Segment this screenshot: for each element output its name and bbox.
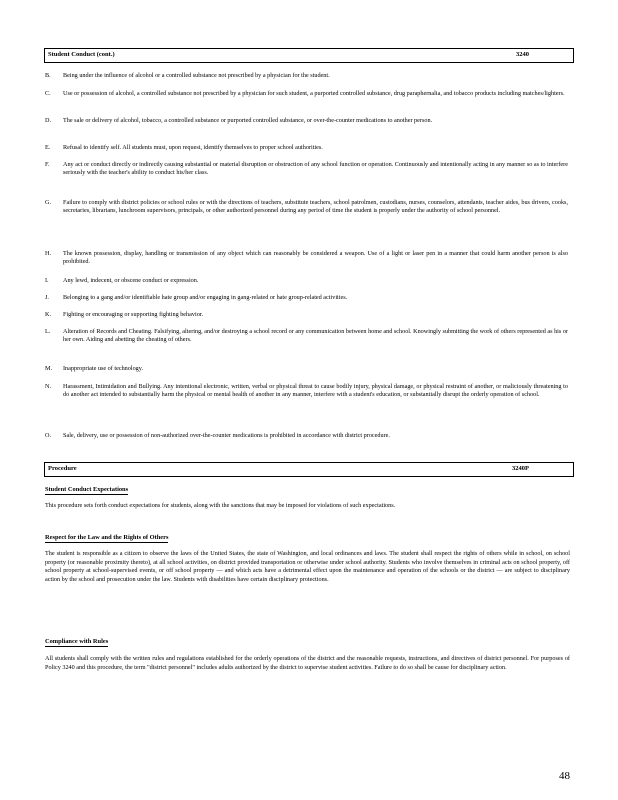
procedure-header-bar	[44, 462, 574, 477]
item-letter: K.	[45, 311, 52, 318]
section-heading: Compliance with Rules	[45, 638, 109, 645]
item-text: Belonging to a gang and/or identifiable hate group and/or engaging in gang-related or hate group-related activities.	[63, 294, 348, 301]
item-letter: E.	[45, 144, 51, 151]
item-letter: H.	[45, 250, 52, 257]
item-text: Failure to comply with district policies or school rules or with the directions of teachers, substitute teachers, school patrolmen, custodians, nurses, counselors, attendants, teacher aides, bus drivers, cooks, secretaries, librarians, lunchroom supervisors, principals, or other authorized personnel during any period of time the student is properly under the authority of school personnel.	[63, 199, 568, 215]
item-letter: B.	[45, 72, 51, 79]
item-letter: I.	[45, 277, 49, 284]
page-number: 48	[559, 770, 570, 782]
item-text: Any act or conduct directly or indirectly causing substantial or material disruption or obstruction of any school function or operation. Continuously and intentionally acting in any manner so as to interfere seriously with the teacher's ability to conduct his/her class.	[63, 161, 568, 177]
item-text: Being under the influence of alcohol or a controlled substance not prescribed by a physician for the student.	[63, 72, 330, 79]
item-text: Use or possession of alcohol, a controlled substance not prescribed by a physician for such student, a purported controlled substance, drug paraphernalia, and tobacco products including matches/lighters.	[63, 90, 565, 97]
item-letter: L.	[45, 328, 51, 335]
section-paragraph: This procedure sets forth conduct expectations for students, along with the sanctions that may be imposed for violations of such expectations.	[45, 502, 396, 509]
section-header-bar	[44, 48, 574, 63]
section-paragraph: The student is responsible as a citizen to observe the laws of the United States, the state of Washington, and local ordinances and laws. The student shall respect the rights of others while in school, on school property (or reasonable proximity thereto), at all school activities, on district provided transportation or otherwise under school authority. Students who involve themselves in criminal acts on school property, off school property at school-supervised events, or off school property — and which acts have a detrimental effect upon the maintenance and operation of the schools or the district — are subject to disciplinary action by the school and prosecution under the law. Students with disabilities have certain disciplinary protections.	[45, 550, 570, 583]
item-letter: D.	[45, 117, 52, 124]
item-text: Sale, delivery, use or possession of non-authorized over-the-counter medications is prohibited in accordance with district procedure.	[63, 432, 390, 439]
section-heading: Respect for the Law and the Rights of Others	[45, 534, 169, 541]
item-letter: F.	[45, 161, 50, 168]
item-letter: C.	[45, 90, 51, 97]
section-heading: Student Conduct Expectations	[45, 486, 129, 493]
item-text: Refusal to identify self. All students must, upon request, identify themselves to proper school authorities.	[63, 144, 323, 151]
item-text: Fighting or encouraging or supporting fighting behavior.	[63, 311, 204, 318]
policy-code: 3240	[516, 51, 529, 58]
item-text: Inappropriate use of technology.	[63, 365, 144, 372]
item-text: The sale or delivery of alcohol, tobacco, a controlled substance or purported controlled substance, or over-the-counter medications to another person.	[63, 117, 433, 124]
item-text: The known possession, display, handling or transmission of any object which can reasonably be considered a weapon. Use of a light or laser pen in a manner that could harm another person is also prohibited.	[63, 250, 568, 266]
item-text: Alteration of Records and Cheating. Falsifying, altering, and/or destroying a school record or any communication between home and school. Knowingly submitting the work of others represented as his or her own. Aiding and abetting the cheating of others.	[63, 328, 568, 344]
procedure-code: 3240P	[512, 465, 529, 472]
item-text: Any lewd, indecent, or obscene conduct or expression.	[63, 277, 199, 284]
item-letter: N.	[45, 383, 52, 390]
item-letter: J.	[45, 294, 49, 301]
section-paragraph: All students shall comply with the written rules and regulations established for the orderly operations of the district and the reasonable requests, instructions, and directives of district personnel. For purposes of Policy 3240 and this procedure, the term "district personnel" includes adults authorized by the district to supervise student activities. Failure to do so shall be cause for disciplinary action.	[45, 655, 570, 671]
header-title: Procedure	[48, 465, 77, 472]
header-title: Student Conduct (cont.)	[48, 51, 115, 58]
item-letter: G.	[45, 199, 52, 206]
item-letter: O.	[45, 432, 52, 439]
item-text: Harassment, Intimidation and Bullying. Any intentional electronic, written, verbal or physical threat to cause bodily injury, physical damage, or physical restraint of another, or maliciously threatening to do another act intended to substantially harm the physical or mental health of another in any manner, interfere with a student's education, or substantially disrupt the orderly operation of school.	[63, 383, 568, 399]
item-letter: M.	[45, 365, 53, 372]
